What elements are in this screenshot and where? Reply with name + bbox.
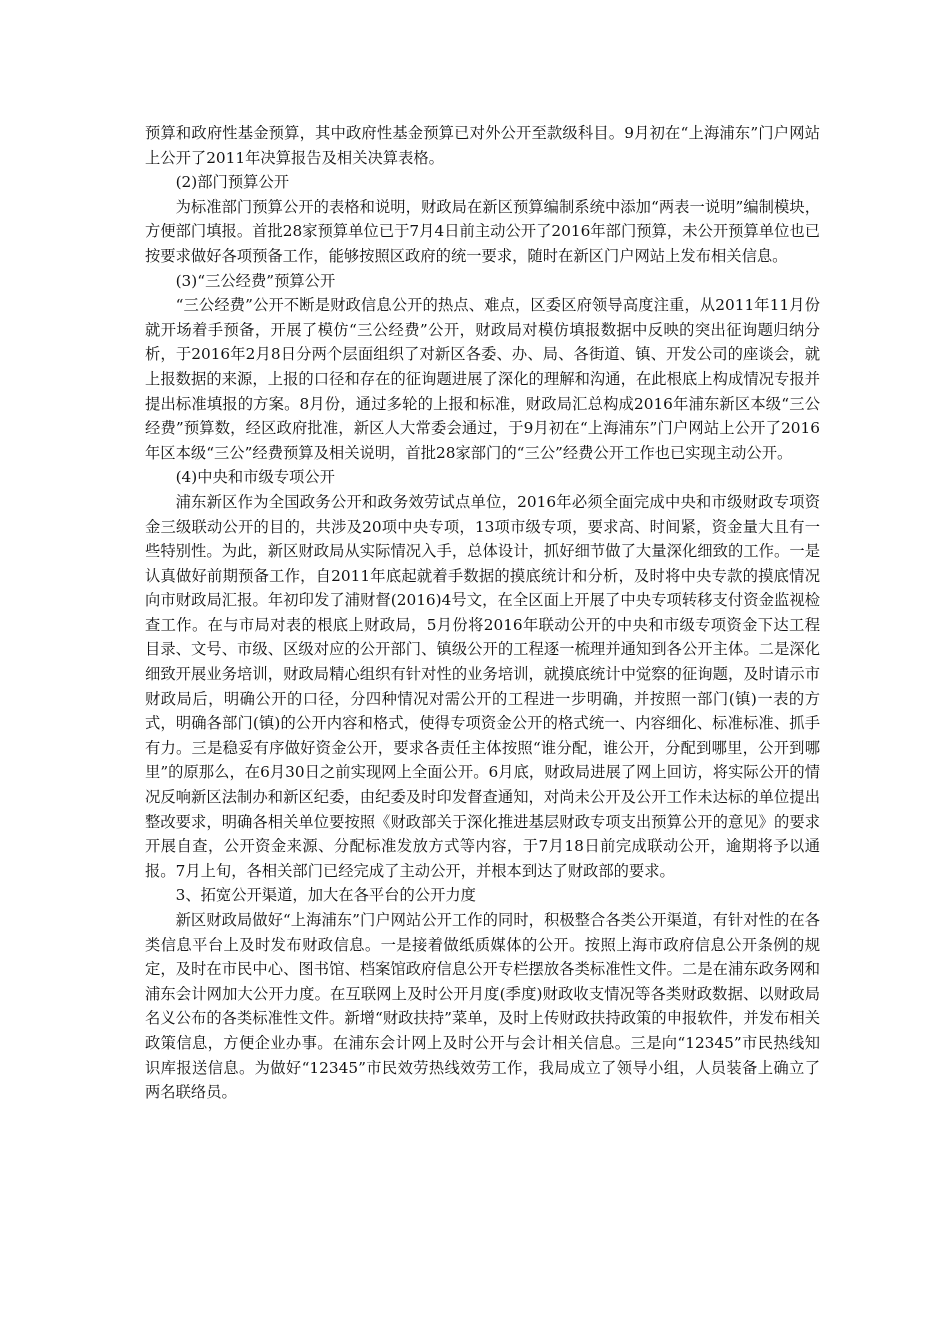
section-heading-department-budget: (2)部门预算公开 [175, 173, 290, 192]
paragraph-three-public-expenses: “三公经费”公开不断是财政信息公开的热点、难点，区委区府领导高度注重，从2011年11月份就开场着手预备，开展了模仿“三公经费”公开，财政局对模仿填报数据中反映的突出征询题归纳分析，于2016年2月8日分两个层面组织了对新区各委、办、局、各街道、镇、开发公司的座谈会，就上报数据的来源，上报的口径和存在的征询题进展了深化的理解和沟通，在此根底上构成情况专报并提出标准填报的方案。8月份，通过多轮的上报和标准，财政局汇总构成2016年浦东新区本级“三公经费”预算数，经区政府批准，新区人大常委会通过，于9月初在“上海浦东”门户网站上公开了2016年区本级“三公”经费预算及相关说明，首批28家部门的“三公”经费公开工作也已实现主动公开。 [145, 296, 820, 462]
section-heading-public-channels: 3、拓宽公开渠道，加大在各平台的公开力度 [175, 886, 476, 905]
paragraph-continuation: 预算和政府性基金预算，其中政府性基金预算已对外公开至款级科目。9月初在“上海浦东”门户网站上公开了2011年决算报告及相关决算表格。 [145, 124, 820, 167]
document-body [145, 121, 820, 1105]
paragraph-public-channels: 新区财政局做好“上海浦东”门户网站公开工作的同时，积极整合各类公开渠道，有针对性的在各类信息平台上及时发布财政信息。一是接着做纸质媒体的公开。按照上海市政府信息公开条例的规定，及时在市民中心、图书馆、档案馆政府信息公开专栏摆放各类标准性文件。二是在浦东政务网和浦东会计网加大公开力度。在互联网上及时公开月度(季度)财政收支情况等各类财政数据、以财政局名义公布的各类标准性文件。新增“财政扶持”菜单，及时上传财政扶持政策的申报软件，并发布相关政策信息，方便企业办事。在浦东会计网上及时公开与会计相关信息。三是向“12345”市民热线知识库报送信息。为做好“12345”市民效劳热线效劳工作，我局成立了领导小组，人员装备上确立了两名联络员。 [145, 911, 820, 1102]
paragraph-special-funds: 浦东新区作为全国政务公开和政务效劳试点单位，2016年必须全面完成中央和市级财政专项资金三级联动公开的目的，共涉及20项中央专项，13项市级专项，要求高、时间紧，资金量大且有一些特别性。为此，新区财政局从实际情况入手，总体设计，抓好细节做了大量深化细致的工作。一是认真做好前期预备工作，自2011年底起就着手数据的摸底统计和分析，及时将中央专款的摸底情况向市财政局汇报。年初印发了浦财督(2016)4号文，在全区面上开展了中央专项转移支付资金监视检查工作。在与市局对表的根底上财政局，5月份将2016年联动公开的中央和市级专项资金下达工程目录、文号、市级、区级对应的公开部门、镇级公开的工程逐一梳理并通知到各公开主体。二是深化细致开展业务培训，财政局精心组织有针对性的业务培训，就摸底统计中觉察的征询题，及时请示市财政局后，明确公开的口径，分四种情况对需公开的工程进一步明确，并按照一部门(镇)一表的方式，明确各部门(镇)的公开内容和格式，使得专项资金公开的格式统一、内容细化、标准标准、抓手有力。三是稳妥有序做好资金公开，要求各责任主体按照“谁分配，谁公开，分配到哪里，公开到哪里”的原那么，在6月30日之前实现网上全面公开。6月底，财政局进展了网上回访，将实际公开的情况反响新区法制办和新区纪委，由纪委及时印发督查通知，对尚未公开及公开工作未达标的单位提出整改要求，明确各相关单位要按照《财政部关于深化推进基层财政专项支出预算公开的意见》的要求开展自查，公开资金来源、分配标准发放方式等内容，于7月18日前完成联动公开，逾期将予以通报。7月上旬，各相关部门已经完成了主动公开，并根本到达了财政部的要求。 [145, 492, 820, 880]
paragraph-department-budget: 为标准部门预算公开的表格和说明，财政局在新区预算编制系统中添加“两表一说明”编制模块，方便部门填报。首批28家预算单位已于7月4日前主动公开了2016年部门预算，未公开预算单位也已按要求做好各项预备工作，能够按照区政府的统一要求，随时在新区门户网站上发布相关信息。 [145, 197, 820, 265]
section-heading-special-funds: (4)中央和市级专项公开 [175, 468, 335, 487]
section-heading-three-public-expenses: (3)“三公经费”预算公开 [175, 271, 336, 290]
